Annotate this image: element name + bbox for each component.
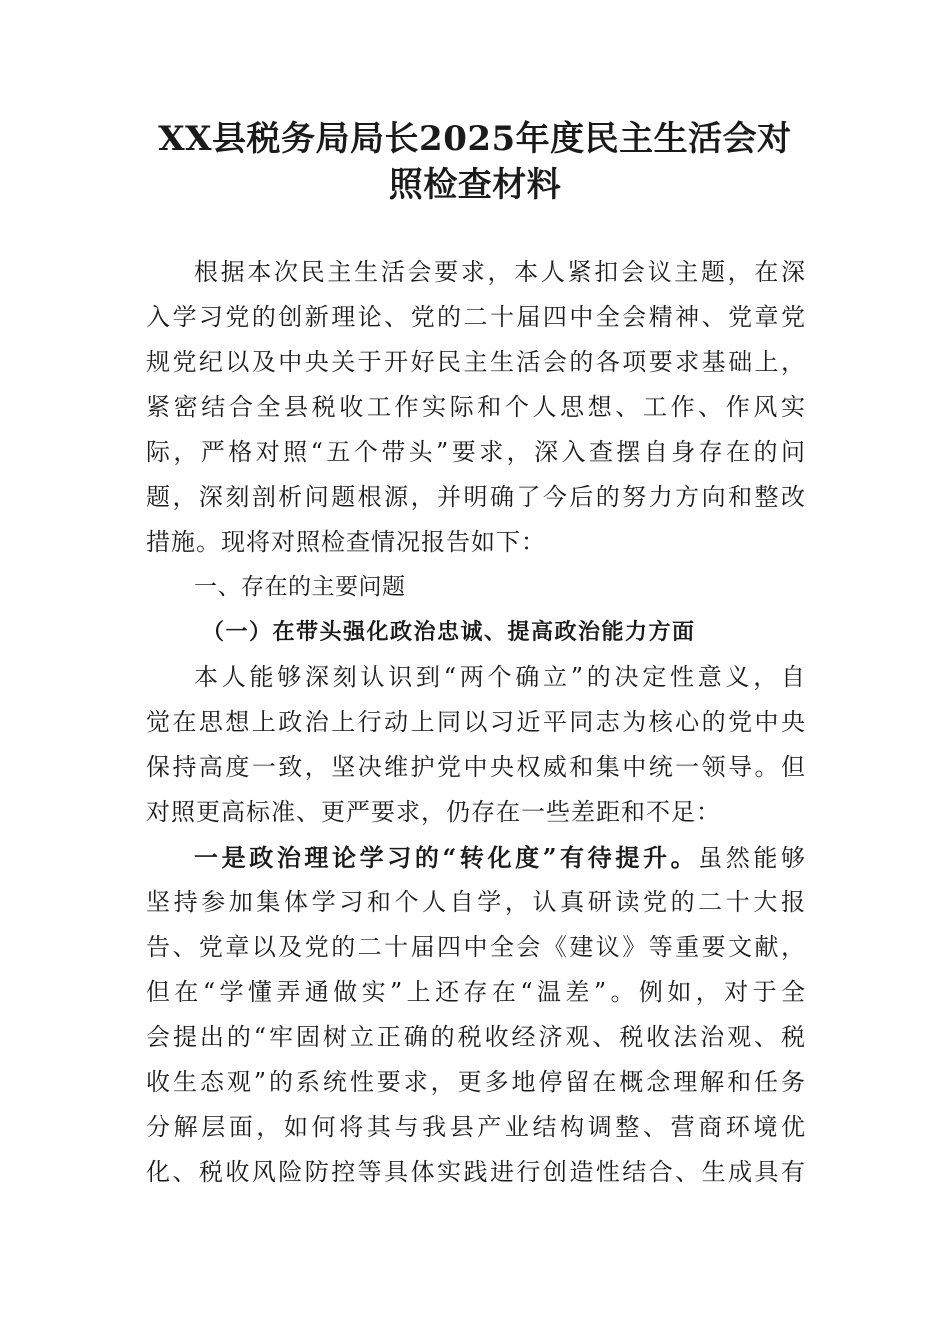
point-heading: 一是政治理论学习的“转化度”有待提升。 <box>194 843 699 872</box>
point-line: 收生态观”的系统性要求，更多地停留在概念理解和任务 <box>146 1068 806 1096</box>
paragraph-line: 保持高度一致，坚决维护党中央权威和集中统一领导。但 <box>146 753 806 781</box>
intro-line: 题，深刻剖析问题根源，并明确了今后的努力方向和整改 <box>146 483 806 511</box>
point-line: 但在“学懂弄通做实”上还存在“温差”。例如，对于全 <box>146 978 806 1006</box>
point-text: 虽然能够 <box>698 844 806 872</box>
subsection-heading: （一）在带头强化政治忠诚、提高政治能力方面 <box>202 619 696 645</box>
intro-line: 措施。现将对照检查情况报告如下： <box>146 528 546 556</box>
point-line: 告、党章以及党的二十届四中全会《建议》等重要文献， <box>146 933 806 961</box>
point-line <box>146 835 806 880</box>
point-line: 会提出的“牢固树立正确的税收经济观、税收法治观、税 <box>146 1023 806 1051</box>
section-heading: 一、存在的主要问题 <box>194 574 406 600</box>
paragraph-line: 对照更高标准、更严要求，仍存在一些差距和不足： <box>146 798 721 826</box>
point-line: 坚持参加集体学习和个人自学，认真研读党的二十大报 <box>146 888 806 916</box>
point-line: 化、税收风险防控等具体实践进行创造性结合、生成具有 <box>146 1158 806 1186</box>
intro-line: 入学习党的创新理论、党的二十届四中全会精神、党章党 <box>146 303 806 331</box>
document-title-line-1: XX县税务局局长2025年度民主生活会对 <box>158 119 792 159</box>
point-line: 分解层面，如何将其与我县产业结构调整、营商环境优 <box>146 1113 806 1141</box>
intro-line: 际，严格对照“五个带头”要求，深入查摆自身存在的问 <box>146 438 806 466</box>
paragraph-line: 觉在思想上政治上行动上同以习近平同志为核心的党中央 <box>146 708 806 736</box>
document-body <box>146 250 806 1195</box>
intro-line: 规党纪以及中央关于开好民主生活会的各项要求基础上， <box>146 348 806 376</box>
document-title-line-2: 照检查材料 <box>388 165 562 205</box>
intro-line: 紧密结合全县税收工作实际和个人思想、工作、作风实 <box>146 393 806 421</box>
intro-line: 根据本次民主生活会要求，本人紧扣会议主题，在深 <box>194 258 806 286</box>
paragraph-line: 本人能够深刻认识到“两个确立”的决定性意义，自 <box>194 663 806 691</box>
